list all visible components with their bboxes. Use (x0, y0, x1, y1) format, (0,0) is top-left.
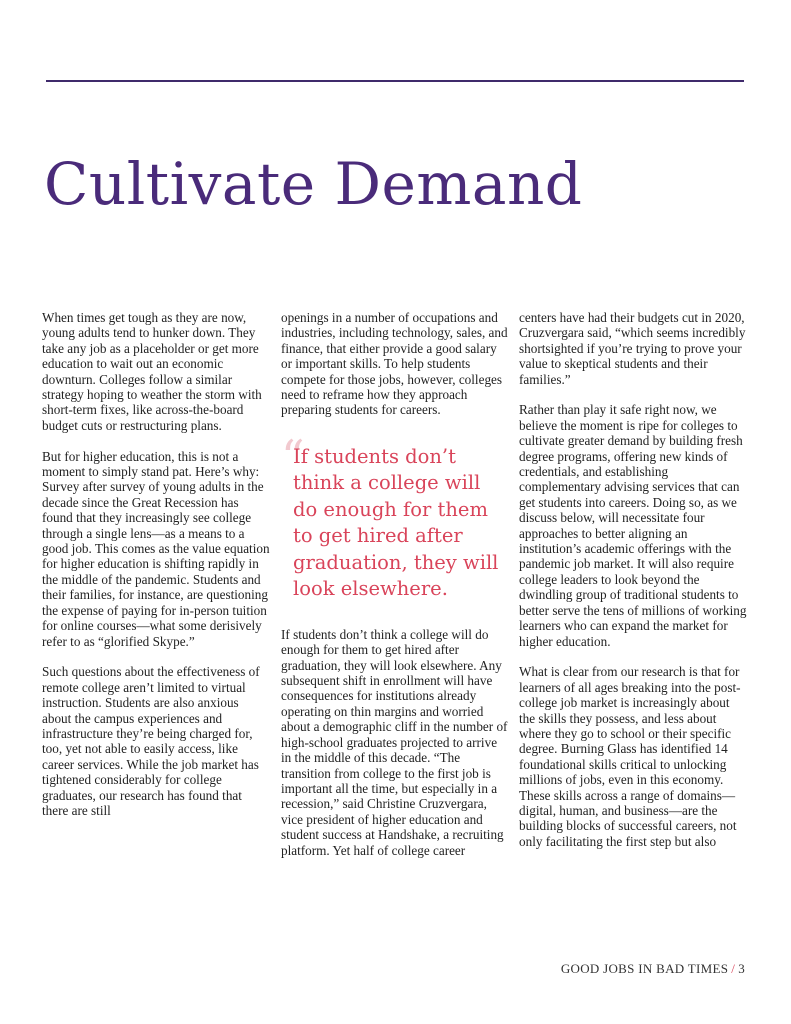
paragraph: But for higher education, this is not a moment to simply stand pat. Here’s why: Survey after survey of young adults in the decade since the Great Recession has found that they increasingly see college through a single lens—as a means to a good job. This comes as the value equation for higher education is shifting rapidly in the middle of the pandemic. Students and their families, for instance, are questioning the expense of paying for in-person tuition for online courses—what some derisively refer to as “glorified Skype.” (42, 448, 270, 649)
paragraph: centers have had their budgets cut in 2020, Cruzvergara said, “which seems incredibly shortsighted if you’re trying to prove your value to skeptical students and their families.” (519, 310, 746, 387)
column-1 (42, 310, 270, 834)
paragraph: What is clear from our research is that for learners of all ages breaking into the post-college job market is increasingly about the skills they possess, and less about where they go to school or their specific degree. Burning Glass has identified 14 foundational skills critical to unlocking millions of jobs, even in this economy. These skills across a range of domains—digital, human, and business—are the building blocks of successful careers, not only facilitating the first step but also (519, 664, 741, 849)
paragraph: Such questions about the effectiveness of remote college aren’t limited to virtual instruction. Students are also anxious about the campus experiences and infrastructure they’re being charged for, too, yet not able to easily access, like career services. While the job market has tightened considerably for college graduates, our research has found that there are still (42, 664, 260, 818)
pull-quote-text: If students don’t think a college will do enough for them to get hired after graduation, they will look elsewhere. (293, 444, 499, 601)
column-2 (281, 310, 509, 873)
header-rule (46, 80, 744, 82)
quote-mark-icon: “ (281, 429, 305, 484)
column-3 (519, 310, 747, 865)
paragraph: openings in a number of occupations and industries, including technology, sales, and finance, that either provide a good salary or important skills. To help students compete for those jobs, however, colleges need to reframe how they approach preparing students for careers. (281, 310, 508, 418)
footer-separator: / (731, 961, 736, 976)
page-number: 3 (738, 961, 745, 976)
paragraph: When times get tough as they are now, young adults tend to hunker down. They take any job as a placeholder or get more education to wait out an economic downturn. Colleges follow a similar strategy hoping to weather the storm with short-term fixes, like across-the-board budget cuts or restructuring plans. (42, 310, 262, 433)
page-footer (561, 961, 745, 977)
paragraph: If students don’t think a college will do enough for them to get hired after graduation, they will look elsewhere. Any subsequent shift in enrollment will have consequences for institutions already operating on thin margins and worried about a demographic cliff in the number of high-school graduates projected to arrive in the middle of this decade. “The transition from college to the first job is important all the time, but especially in a recession,” said Christine Cruzvergara, vice president of higher education and student success at Handshake, a recruiting platform. Yet half of college career (281, 626, 508, 858)
page-title: Cultivate Demand (44, 150, 583, 218)
pull-quote (281, 429, 509, 603)
paragraph: Rather than play it safe right now, we believe the moment is ripe for colleges to cultivate greater demand by building fresh degree programs, offering new kinds of credentials, and establishing complementary advising services that can get students into careers. Doing so, as we discuss below, will necessitate four approaches to better aligning an institution’s academic offerings with the pandemic job market. It will also require college leaders to look beyond the dwindling group of traditional students to better serve the tens of millions of working learners who can expand the market for higher education. (519, 402, 747, 649)
footer-publication: GOOD JOBS IN BAD TIMES (560, 961, 729, 976)
